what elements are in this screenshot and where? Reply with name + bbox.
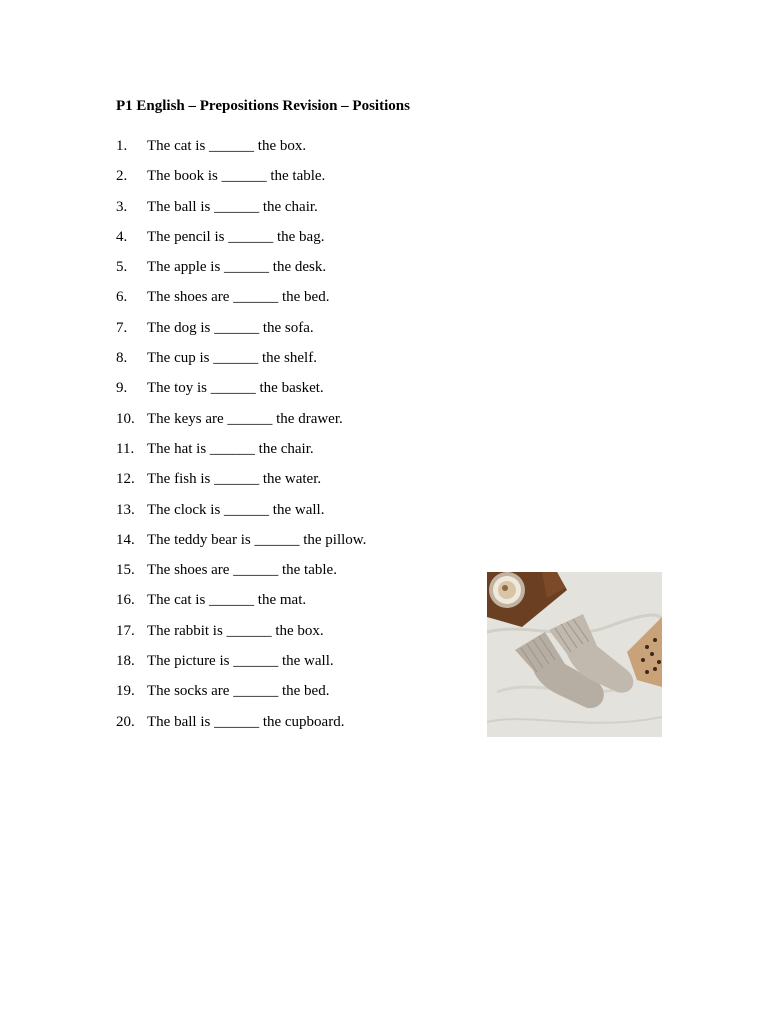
question-text: The teddy bear is ______ the pillow. (147, 531, 367, 548)
question-number: 6. (116, 289, 128, 306)
question-text: The hat is ______ the chair. (147, 440, 314, 457)
question-text: The clock is ______ the wall. (147, 501, 325, 518)
question-number: 17. (116, 622, 135, 639)
question-number: 5. (116, 259, 128, 276)
question-text: The ball is ______ the cupboard. (147, 713, 345, 730)
question-text: The shoes are ______ the table. (147, 562, 337, 579)
question-number: 15. (116, 562, 135, 579)
question-text: The pencil is ______ the bag. (147, 228, 325, 245)
question-number: 18. (116, 653, 135, 670)
question-number: 1. (116, 138, 128, 154)
question-text: The picture is ______ the wall. (147, 653, 334, 670)
question-number: 16. (116, 592, 135, 609)
question-text: The shoes are ______ the bed. (147, 289, 330, 306)
question-text: The apple is ______ the desk. (147, 259, 327, 276)
question-number: 14. (116, 531, 135, 548)
question-number: 12. (116, 471, 135, 488)
question-text: The fish is ______ the water. (147, 471, 322, 488)
question-text: The cat is ______ the mat. (147, 592, 307, 609)
question-text: The book is ______ the table. (147, 168, 326, 185)
question-number: 20. (116, 713, 135, 730)
question-text: The keys are ______ the drawer. (147, 410, 343, 427)
question-number: 19. (116, 683, 135, 700)
question-text: The cat is ______ the box. (147, 138, 307, 154)
question-text: The dog is ______ the sofa. (147, 319, 314, 336)
question-number: 8. (116, 350, 128, 367)
question-number: 3. (116, 198, 128, 215)
question-text: The toy is ______ the basket. (147, 380, 324, 397)
question-number: 4. (116, 228, 128, 245)
question-number: 7. (116, 319, 128, 336)
question-number: 13. (116, 501, 135, 518)
question-text: The ball is ______ the chair. (147, 198, 318, 215)
question-text: The socks are ______ the bed. (147, 683, 330, 700)
question-number: 2. (116, 168, 128, 185)
question-text: The rabbit is ______ the box. (147, 622, 324, 639)
socks-photo (487, 572, 662, 737)
question-number: 11. (116, 440, 135, 457)
question-text: The cup is ______ the shelf. (147, 350, 317, 367)
worksheet-title: P1 English – Prepositions Revision – Positions (116, 98, 410, 114)
question-number: 10. (116, 410, 135, 427)
question-number: 9. (116, 380, 128, 397)
